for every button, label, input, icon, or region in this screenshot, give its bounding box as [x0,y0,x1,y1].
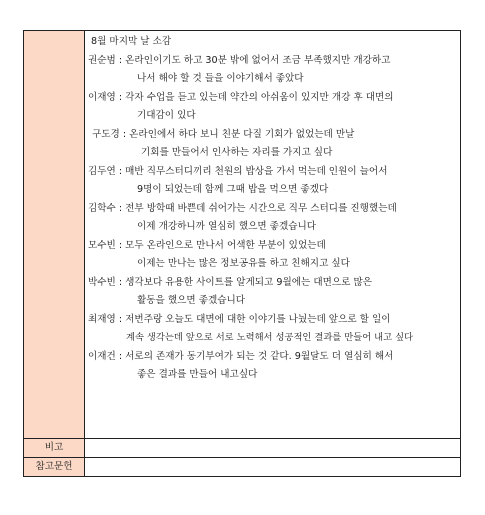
entry-5: 김학수 : 전부 방학때 바쁜데 쉬어가는 시간으로 직무 스터디를 진행했는데 이제 개강하니까 열심히 했으면 좋겠습니다 [88,200,458,237]
entry-text-line1: 저번주랑 오늘도 대면에 대한 이야기를 나눴는데 앞으로 할 일이 [125,313,391,325]
entry-8: 최재영 : 저번주랑 오늘도 대면에 대한 이야기를 나눴는데 앞으로 할 일이 계속 생각는데 앞으로 서로 노력해서 성공적인 결과를 만들어 내고 싶다 [88,311,458,348]
entry-speaker: 김학수 [88,202,116,214]
entry-6: 모수빈 : 모두 온라인으로 만나서 어색한 부분이 있었는데 이제는 만나는 많은 정보공유를 하고 친해지고 싶다 [88,237,458,274]
label-column [24,31,85,438]
references-label: 참고문헌 [24,458,85,476]
entry-text-line2: 기대감이 있다 [137,110,196,121]
entry-speaker: 김두연 [88,165,116,177]
entry-speaker: 이재영 [88,91,116,103]
entry-text-line2: 나서 해야 할 것 들을 이야기해서 좋았다 [137,73,304,84]
entry-7: 박수빈 : 생각보다 유용한 사이트를 알게되고 9월에는 대면으로 많은 활동을 했으면 좋겠습니다 [88,274,458,311]
entry-speaker: 모수빈 [88,239,116,251]
entry-text-line1: 매반 직무스터디끼리 천원의 밥상을 가서 먹는데 인원이 늘어서 [125,165,388,177]
entry-text-line2: 9명이 되었는데 함께 그때 밥을 먹으면 좋겠다 [137,184,329,195]
entry-text-line1: 생각보다 유용한 사이트를 알게되고 9월에는 대면으로 많은 [125,276,372,288]
entry-9: 이재건 : 서로의 존재가 동기부여가 되는 것 같다. 9월달도 더 열심히 해서 좋은 결과를 만들어 내고싶다 [88,348,458,385]
entry-speaker: 권순범 [88,54,116,66]
entry-text-line1: 전부 방학때 바쁜데 쉬어가는 시간으로 직무 스터디를 진행했는데 [125,202,397,214]
entry-text-line1: 온라인이기도 하고 30분 밖에 없어서 조금 부족했지만 개강하고 [125,54,391,66]
entry-text-line2: 이제 개강하니까 열심히 했으면 좋겠습니다 [137,221,317,232]
entry-text-line1: 서로의 존재가 동기부여가 되는 것 같다. 9월달도 더 열심히 해서 [125,350,394,362]
entry-speaker: 구도경 [92,128,120,140]
entry-speaker: 이재건 [88,350,116,362]
entry-3: 구도경 : 온라인에서 하다 보니 친분 다질 기회가 없었는데 만날 기회를 만들어서 인사하는 자리를 가지고 싶다 [88,126,458,163]
reflection-content [88,33,458,385]
report-table [23,30,461,477]
entry-text-line2: 활동을 했으면 좋겠습니다 [137,295,246,306]
entry-text-line2: 계속 생각는데 앞으로 서로 노력해서 성공적인 결과를 만들어 내고 싶다 [126,332,414,343]
entry-2: 이재영 : 각자 수업을 듣고 있는데 약간의 아쉬움이 있지만 개강 후 대면의 기대감이 있다 [88,89,458,126]
entry-speaker: 박수빈 [88,276,116,288]
entry-speaker: 최재영 [88,313,116,325]
remarks-row [24,438,460,457]
entry-4: 김두연 : 매반 직무스터디끼리 천원의 밥상을 가서 먹는데 인원이 늘어서 9명이 되었는데 함께 그때 밥을 먹으면 좋겠다 [88,163,458,200]
entry-text-line2: 이제는 만나는 많은 정보공유를 하고 친해지고 싶다 [137,258,350,269]
entry-text-line1: 각자 수업을 듣고 있는데 약간의 아쉬움이 있지만 개강 후 대면의 [125,91,394,103]
entry-1: 권순범 : 온라인이기도 하고 30분 밖에 없어서 조금 부족했지만 개강하고 나서 해야 할 것 들을 이야기해서 좋았다 [88,52,458,89]
entry-text-line1: 모두 온라인으로 만나서 어색한 부분이 있었는데 [125,239,326,251]
references-row [24,457,460,476]
entry-text-line1: 온라인에서 하다 보니 친분 다질 기회가 없었는데 만날 [129,128,355,140]
entry-text-line2: 좋은 결과를 만들어 내고싶다 [137,369,258,380]
entry-text-line2: 기회를 만들어서 인사하는 자리를 가지고 싶다 [141,147,333,158]
section-heading: 8월 마지막 날 소감 [91,36,172,47]
remarks-label: 비고 [24,439,85,457]
